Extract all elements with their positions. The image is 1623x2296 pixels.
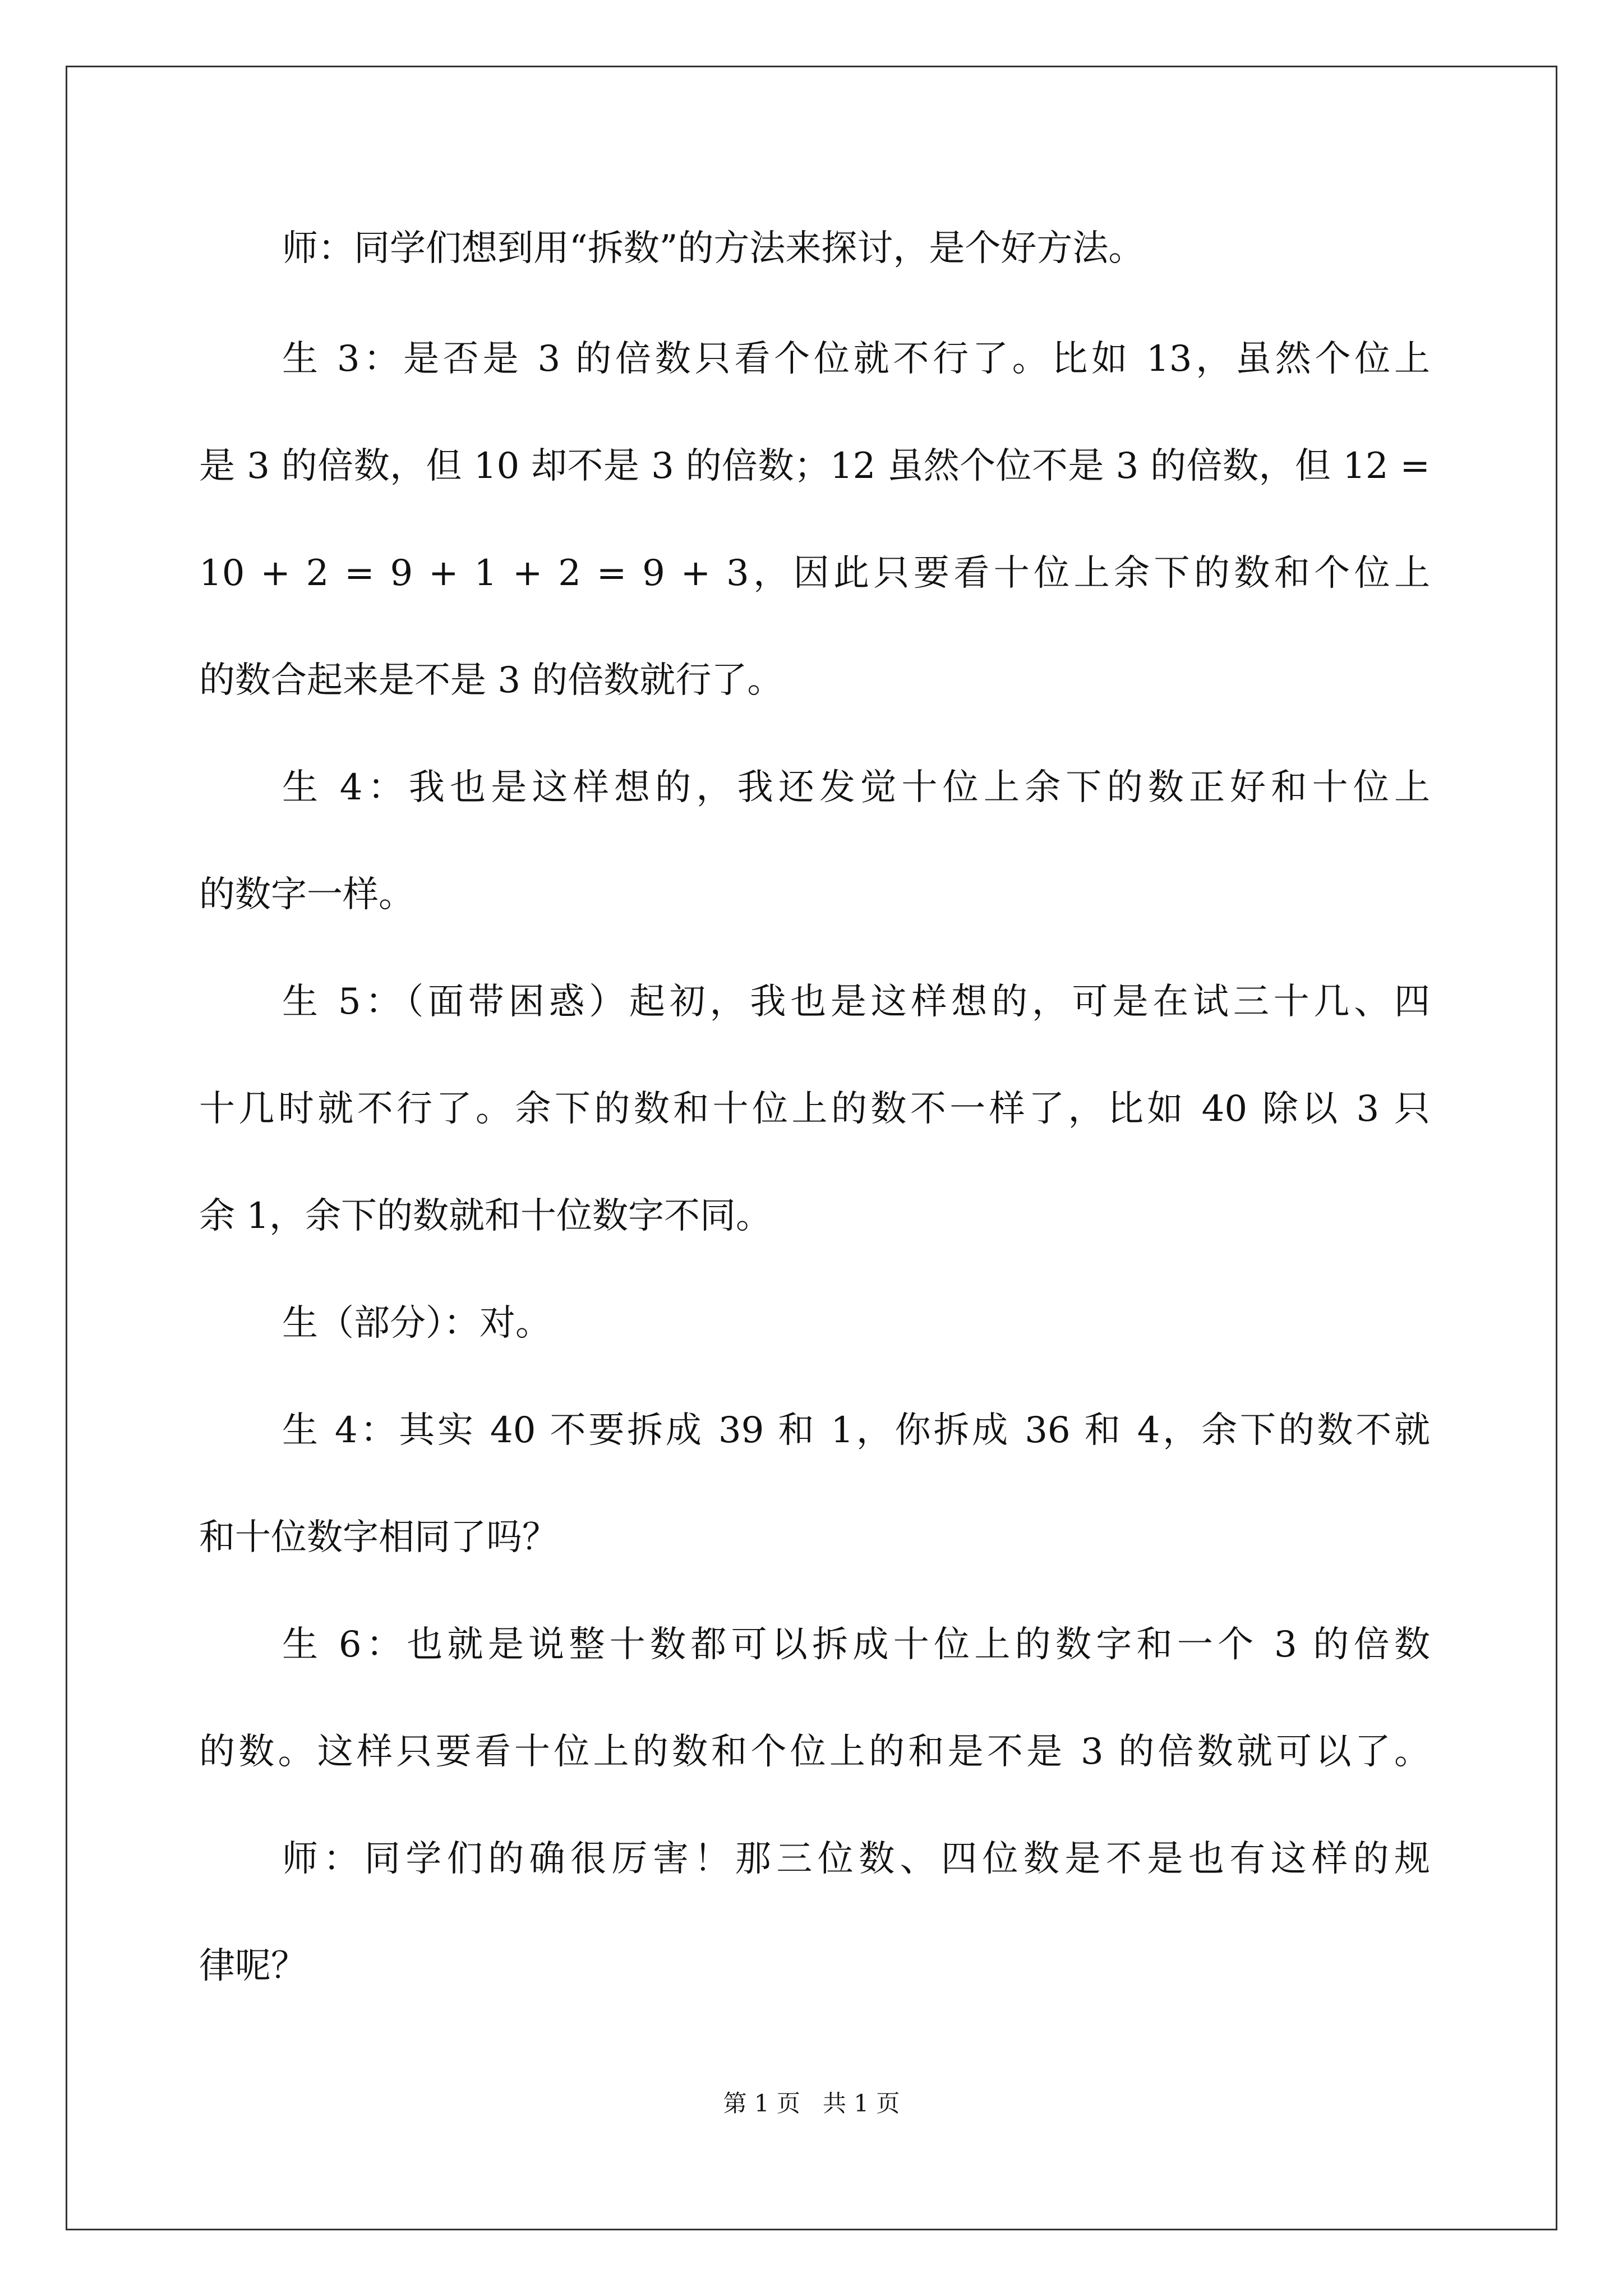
paragraph-line: 生（部分）：对。 <box>282 1303 551 1344</box>
paragraph-line: 生 3：是否是 3 的倍数只看个位就不行了。比如 13，虽然个位上 <box>282 338 1430 380</box>
paragraph-line: 余 1，余下的数就和十位数字不同。 <box>199 1195 772 1237</box>
paragraph-line: 的数字一样。 <box>199 874 414 915</box>
paragraph-line: 10 + 2 = 9 + 1 + 2 = 9 + 3，因此只要看十位上余下的数和个位上 <box>199 553 1430 594</box>
paragraph-line: 生 4：其实 40 不要拆成 39 和 1，你拆成 36 和 4，余下的数不就 <box>282 1410 1430 1451</box>
paragraph-line: 生 6：也就是说整十数都可以拆成十位上的数字和一个 3 的倍数 <box>282 1624 1430 1665</box>
paragraph-line: 律呢？ <box>199 1945 307 1987</box>
page-footer <box>0 2087 1623 2120</box>
paragraph-line: 师：同学们的确很厉害！那三位数、四位数是不是也有这样的规 <box>282 1838 1430 1880</box>
paragraph-line: 是 3 的倍数，但 10 却不是 3 的倍数；12 虽然个位不是 3 的倍数，但 12 = <box>199 445 1430 487</box>
paragraph-line: 师：同学们想到用“拆数”的方法来探讨，是个好方法。 <box>282 228 1145 269</box>
paragraph-line: 的数。这样只要看十位上的数和个位上的和是不是 3 的倍数就可以了。 <box>199 1731 1430 1773</box>
page-border <box>66 66 1557 2230</box>
paragraph-line: 的数合起来是不是 3 的倍数就行了。 <box>199 660 783 701</box>
page-number: 第 1 页 <box>723 2090 800 2117</box>
paragraph-line: 生 4：我也是这样想的，我还发觉十位上余下的数正好和十位上 <box>282 767 1430 808</box>
paragraph-line: 十几时就不行了。余下的数和十位上的数不一样了，比如 40 除以 3 只 <box>199 1088 1430 1130</box>
paragraph-line: 生 5：（面带困惑）起初，我也是这样想的，可是在试三十几、四 <box>282 981 1430 1023</box>
paragraph-line: 和十位数字相同了吗？ <box>199 1517 558 1558</box>
page-total: 共 1 页 <box>823 2090 900 2117</box>
